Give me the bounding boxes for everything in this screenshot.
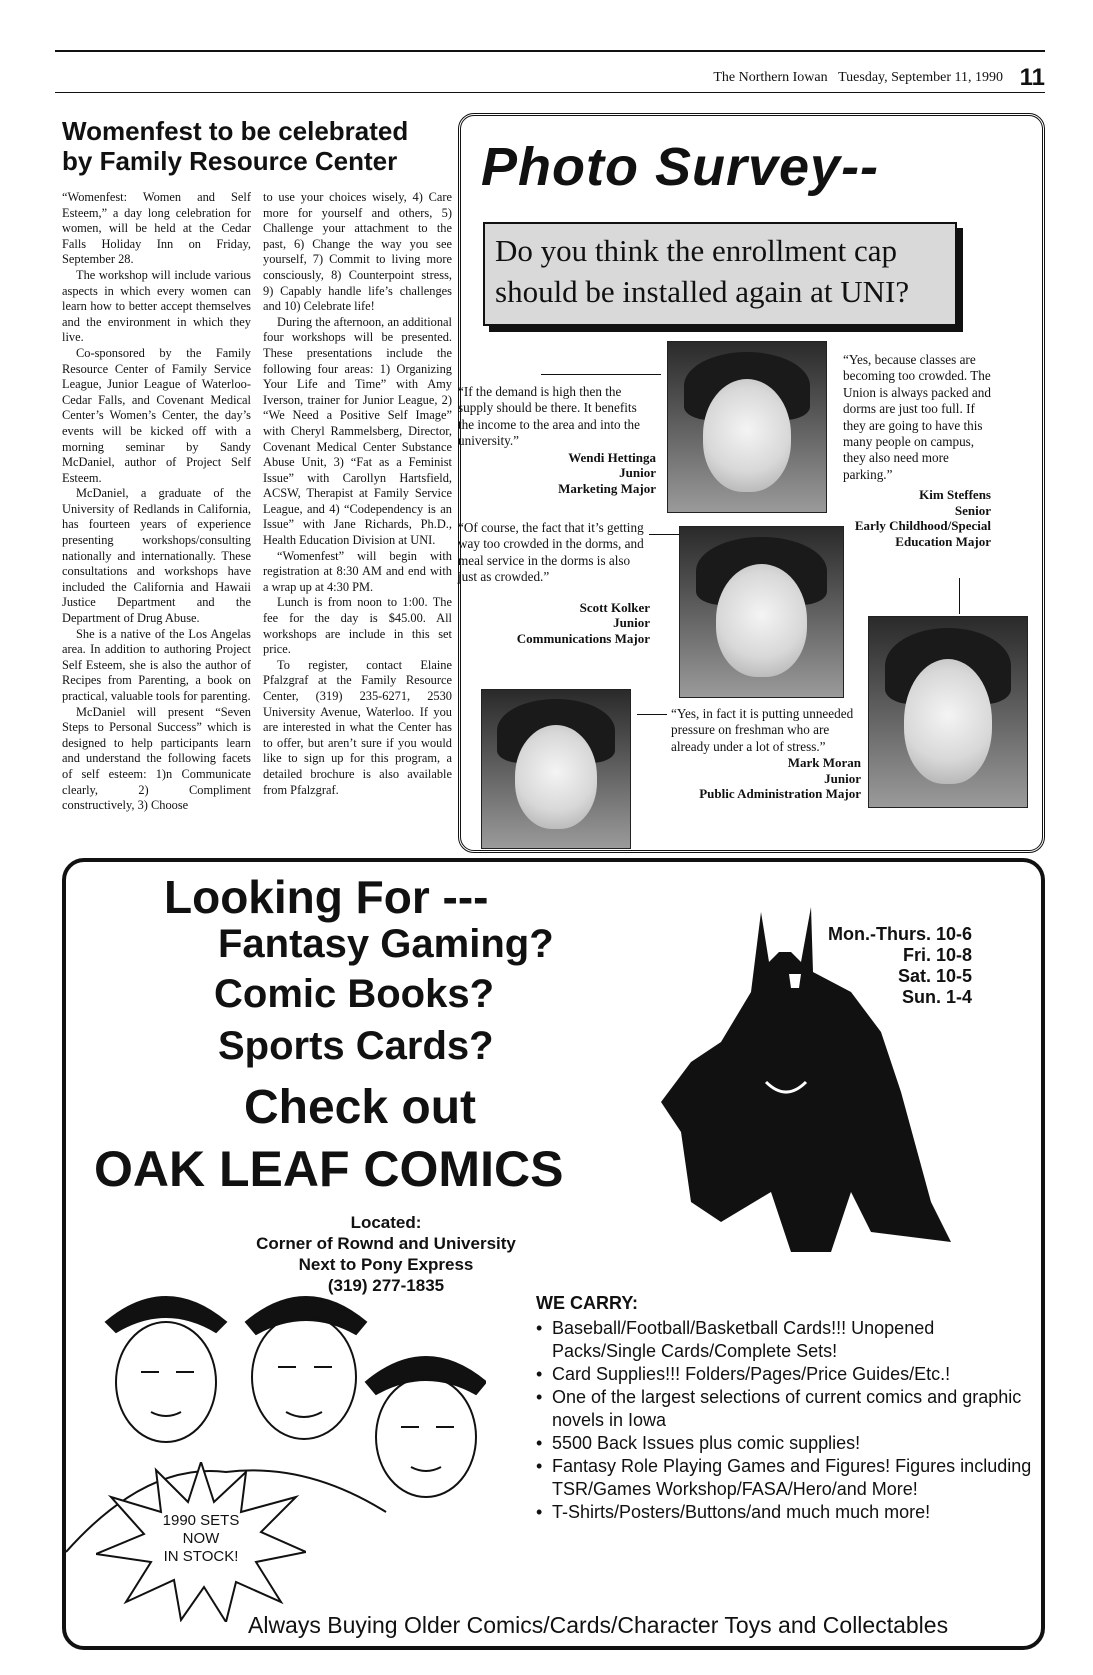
list-item: • Baseball/Football/Basketball Cards!!! Unopened Packs/Single Cards/Complete Sets! <box>536 1317 1036 1363</box>
masthead <box>55 64 1045 92</box>
list-item: • 5500 Back Issues plus comic supplies! <box>536 1432 1036 1455</box>
ad-looking-for: Looking For --- <box>164 871 489 923</box>
masthead-paper-date: The Northern Iowan Tuesday, September 11, 1990 <box>713 70 1003 85</box>
photo-scott-kolker <box>679 526 844 698</box>
list-item: • Fantasy Role Playing Games and Figures! Figures including TSR/Games Workshop/FASA/Hero/and More! <box>536 1455 1036 1501</box>
connector-line <box>541 374 661 375</box>
burst-text: 1990 SETS NOW IN STOCK! <box>162 1512 240 1565</box>
womenfest-article <box>62 116 452 850</box>
ad-fantasy-gaming: Fantasy Gaming? <box>218 922 554 966</box>
paragraph: To register, contact Elaine Pfalzgraf at the Family Resource Center, (319) 235-6271, 2530 University Avenue, Waterloo. If you are interested in what the Center has to offer, but aren’t sure if you would like to sign up for this program, a detailed brochure is also available from Pfalzgraf. <box>263 657 452 797</box>
paragraph: She is a native of the Los Angelas area. In addition to authoring Project Self Esteem, she is also the author of Recipes from Parenting, a book on practical, valuable tools for parenting. <box>62 626 251 703</box>
survey-title: Photo Survey-- <box>481 137 880 197</box>
ad-comic-books: Comic Books? <box>214 972 495 1016</box>
list-item: • One of the largest selections of current comics and graphic novels in Iowa <box>536 1386 1036 1432</box>
top-rule <box>55 50 1045 52</box>
photo-survey-box <box>458 113 1045 853</box>
photo-wendi-hettinga <box>667 341 827 513</box>
paragraph: The workshop will include various aspects in which every women can learn how to better accept themselves and the environment in which they live. <box>62 267 251 345</box>
paragraph: Lunch is from noon to 1:00. The fee for the day is $45.00. All workshops are include in this set price. <box>263 595 452 657</box>
we-carry-heading: WE CARRY: <box>536 1293 638 1313</box>
oak-leaf-comics-ad <box>62 858 1045 1650</box>
ad-tagline: Always Buying Older Comics/Cards/Character Toys and Collectables <box>248 1612 949 1638</box>
article-headline: Womenfest to be celebrated by Family Resource Center <box>62 116 409 176</box>
store-hours: Mon.-Thurs. 10-6 Fri. 10-8 Sat. 10-5 Sun. 1-4 <box>828 924 973 1007</box>
photo-kim-steffens <box>868 616 1028 808</box>
survey-question: Do you think the enrollment cap should be installed again at UNI? <box>483 222 957 326</box>
ad-store-name: OAK LEAF COMICS <box>94 1141 564 1197</box>
superhero-illustration <box>651 892 951 1262</box>
response-scott: “Of course, the fact that it’s getting way too crowded in the dorms, and meal service in the dorms is also just as crowded.” Scott Kolker Junior Communications Major <box>458 520 650 646</box>
paragraph: to use your choices wisely, 4) Care more for yourself and others, 5) Challenge your attachment to the past, 6) Change the way you see yourself, 7) Commit to living more consciously, 8) Counterpoint stress, 9) Capably handle life’s challenges and 10) Celebrate life! <box>263 190 452 314</box>
list-item: • T-Shirts/Posters/Buttons/and much much more! <box>536 1501 1036 1524</box>
connector-line <box>649 534 679 535</box>
paragraph: Co-sponsored by the Family Resource Center of Family Service League, Junior League of Waterloo-Cedar Falls, and Covenant Medical Center’s Women’s Center, the day’s events will be kicked off with a morning seminar by Sandy McDaniel, author of Project Self Esteem. <box>62 345 251 485</box>
paragraph: “Womenfest: Women and Self Esteem,” a day long celebration for women, will be held at the Cedar Falls Holiday Inn on Friday, September 28. <box>62 190 251 267</box>
connector-line <box>959 578 960 614</box>
we-carry-list <box>536 1292 1036 1524</box>
ad-check-out: Check out <box>244 1081 477 1134</box>
paragraph: During the afternoon, an additional four workshops will be presented. These presentations include the following four areas: 1) Organizing Your Life and Time” with Amy Iverson, trainer for Junior League, 2) “We Need a Positive Self Image” with Cheryl Rammelsberg, Director, Covenant Medical Center Substance Abuse Unit, 3) “Fat as a Feminist Issue” with Carollyn Hartsfield, ACSW, Therapist at Family Service League, and 4) “Codependency is an Issue” with Jane Richards, Ph.D., Health Education Division at UNI. <box>263 314 452 548</box>
article-column-2 <box>263 190 452 850</box>
paragraph: McDaniel, a graduate of the University of Redlands in California, has fourteen years of experience presenting workshops/consulting nationally and internationally. These consultations and workshops have included the California and Hawaii Justice Department and the Department of Drug Abuse. <box>62 486 251 626</box>
ad-sports-cards: Sports Cards? <box>218 1024 494 1068</box>
photo-mark-moran <box>481 689 631 849</box>
article-column-1 <box>62 190 251 850</box>
paragraph: “Womenfest” will begin with registration at 8:30 AM and end with a wrap up at 4:30 PM. <box>263 548 452 594</box>
response-wendi: “If the demand is high then the supply should be there. It benefits the income to the area and into the university.” Wendi Hettinga Junior Marketing Major <box>458 384 656 496</box>
response-kim: “Yes, because classes are becoming too crowded. The Union is always packed and dorms are just too full. If they are going to have this many people on campus, they also need more parking.” Kim Steffens Senior Early Childhood/Special Education Major <box>843 352 991 549</box>
paragraph: McDaniel will present “Seven Steps to Personal Success” which is designed to help participants learn and understand the following facets of self esteem: 1)n Communicate clearly, 2) Compliment constructively, 3) Choose <box>62 704 251 813</box>
connector-line <box>637 714 667 715</box>
page-number: 11 <box>1019 64 1045 91</box>
response-mark: “Yes, in fact it is putting unneeded pressure on freshman who are already under a lot of stress.” Mark Moran Junior Public Administration Major <box>671 706 861 802</box>
store-location: Located: Corner of Rownd and University Next to Pony Express (319) 277-1835 <box>256 1213 516 1295</box>
article-body <box>62 190 452 850</box>
masthead-rule <box>55 92 1045 93</box>
list-item: • Card Supplies!!! Folders/Pages/Price Guides/Etc.! <box>536 1363 1036 1386</box>
